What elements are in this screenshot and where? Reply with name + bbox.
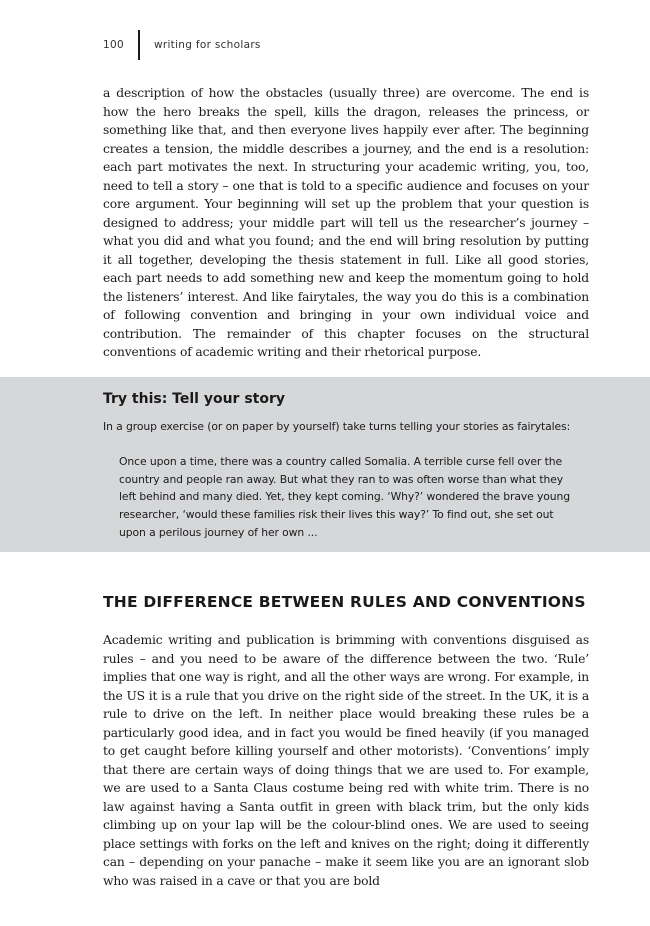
intro-paragraph: a description of how the obstacles (usually three) are overcome. The end is how the hero breaks the spell, kills the dragon, releases the princess, or something like that, and then everyone lives happily ever after. The beginning creates a tension, the middle describes a journey, and the end is a resolution: each part motivates the next. In structuring your academic writing, you, too, need to tell a story – one that is told to a specific audience and focuses on your core argument. Your beginning will set up the problem that your question is designed to address; your middle part will tell us the researcher’s journey – what you did and what you found; and the end will bring resolution by putting it all together, developing the thesis statement in full. Like all good stories, each part needs to add something new and keep the momentum going to hold the listeners’ interest. And like fairytales, the way you do this is a combination of following convention and bringing in your own individual voice and contribution. The remainder of this chapter focuses on the structural conventions of academic writing and their rhetorical purpose. bbox=[103, 86, 589, 359]
book-title: writing for scholars bbox=[153, 39, 261, 51]
header-divider bbox=[138, 30, 140, 60]
page-number: 100 bbox=[103, 39, 124, 51]
try-this-instruction: In a group exercise (or on paper by yourself) take turns telling your stories as fairytales: bbox=[103, 420, 571, 433]
try-this-box bbox=[0, 377, 650, 552]
rules-conventions-paragraph: Academic writing and publication is brimming with conventions disguised as rules – and you need to be aware of the difference between the two. ‘Rule’ implies that one way is right, and all the other ways are wrong. For example, in the US it is a rule that you drive on the right side of the street. In the UK, it is a rule to drive on the left. In neither place would breaking these rules be a particularly good idea, and in fact you would be fined heavily (if you managed to get caught before killing yourself and other motorists). ‘Conventions’ imply that there are certain ways of doing things that we are used to. For example, we are used to a Santa Claus costume being red with white trim. There is no law against having a Santa outfit in green with black trim, but the only kids climbing up on your lap will be the colour-blind ones. We are used to seeing place settings with forks on the left and knives on the right; doing it differently can – depending on your panache – make it seem like you are an ignorant slob who was raised in a cave or that you are bold bbox=[103, 633, 589, 888]
try-this-story: Once upon a time, there was a country called Somalia. A terrible curse fell over the country and people ran away. But what they ran to was often worse than what they left behind and many died. Yet, they kept coming. ‘Why?’ wondered the brave young researcher, ‘would these families risk their lives this way?’ To find out, she set out upon a perilous journey of her own ... bbox=[119, 455, 571, 539]
running-head bbox=[103, 30, 261, 60]
section-heading: THE DIFFERENCE BETWEEN RULES AND CONVENTIONS bbox=[103, 593, 586, 611]
try-this-title: Try this: Tell your story bbox=[103, 391, 285, 407]
